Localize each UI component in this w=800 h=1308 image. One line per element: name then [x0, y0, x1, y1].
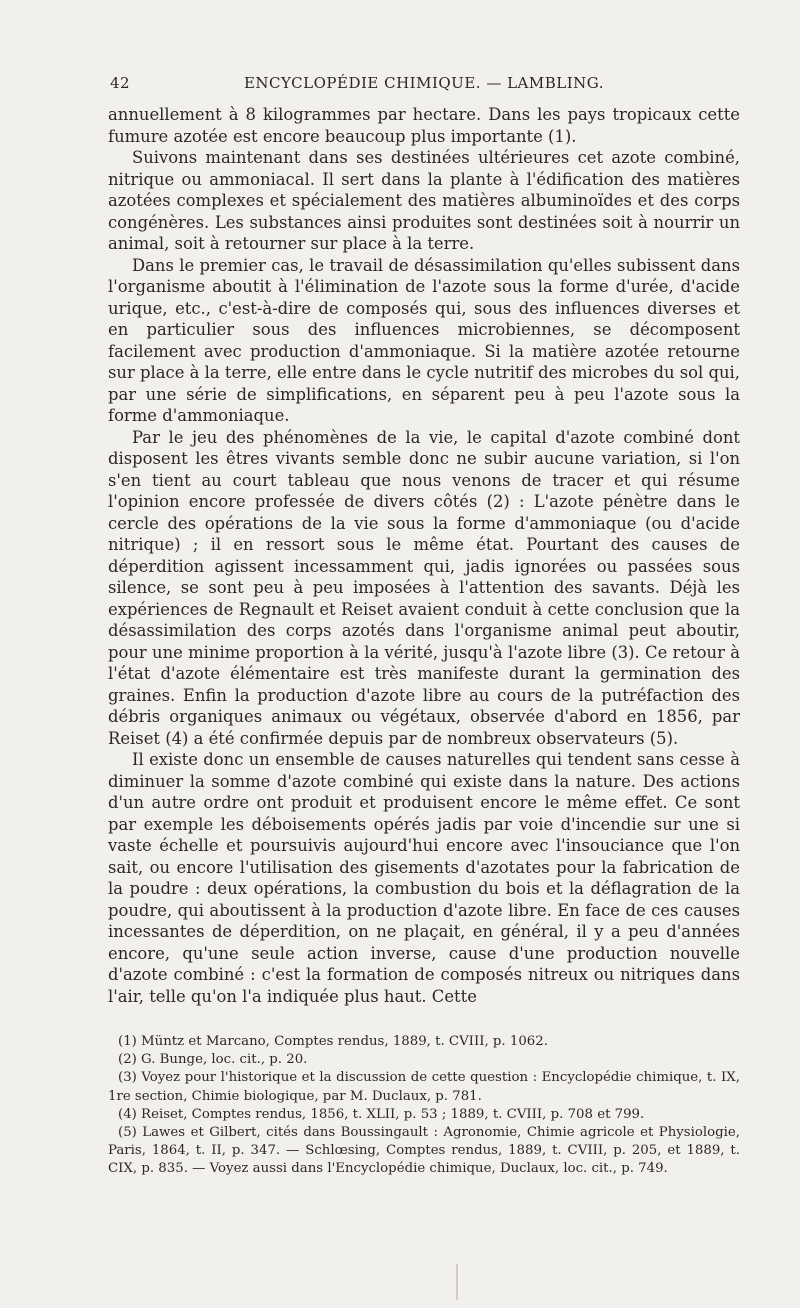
footnote: (3) Voyez pour l'historique et la discussion de cette question : Encyclopédie chimique, t. IX, 1re section, Chimie biologique, par M. Duclaux, p. 781.	[108, 1070, 740, 1104]
footnotes	[108, 1033, 740, 1179]
body-text	[108, 104, 740, 1007]
paragraph: Il existe donc un ensemble de causes naturelles qui tendent sans cesse à diminuer la somme d'azote combiné qui existe dans la nature. Des actions d'un autre ordre ont produit et produisent encore le même effet. Ce sont par exemple les déboisements opérés jadis par voie d'incendie sur une si vaste échelle et poursuivis aujourd'hui encore avec l'insouciance que l'on sait, ou encore l'utilisation des gisements d'azotates pour la fabrication de la poudre : deux opérations, la combustion du bois et la déflagration de la poudre, qui aboutissent à la production d'azote libre. En face de ces causes incessantes de déperdition, on ne plaçait, en général, il y a peu d'années encore, qu'une seule action inverse, cause d'une production nouvelle d'azote combiné : c'est la formation de composés nitreux ou nitriques dans l'air, telle qu'on l'a indiquée plus haut. Cette	[108, 750, 740, 1006]
page-header	[110, 74, 738, 96]
footnote: (2) G. Bunge, loc. cit., p. 20.	[118, 1052, 308, 1068]
scan-mark	[456, 1264, 458, 1300]
paragraph: Suivons maintenant dans ses destinées ultérieures cet azote combiné, nitrique ou ammoniacal. Il sert dans la plante à l'édification des matières azotées complexes et spécialement des matières albuminoïdes et des corps congénères. Les substances ainsi produites sont destinées soit à nourrir un animal, soit à retourner sur place à la terre.	[108, 148, 740, 253]
footnote: (4) Reiset, Comptes rendus, 1856, t. XLII, p. 53 ; 1889, t. CVIII, p. 708 et 799.	[118, 1106, 645, 1122]
page-number: 42	[110, 74, 131, 92]
paragraph: Dans le premier cas, le travail de désassimilation qu'elles subissent dans l'organisme aboutit à l'élimination de l'azote sous la forme d'urée, d'acide urique, etc., c'est-à-dire de composés qui, sous des influences diverses et en particulier sous des influences microbiennes, se décomposent facilement avec production d'ammoniaque. Si la matière azotée retourne sur place à la terre, elle entre dans le cycle nutritif des microbes du sol qui, par une série de simplifications, en séparent peu à peu l'azote sous la forme d'ammoniaque.	[108, 255, 740, 425]
footnote: (5) Lawes et Gilbert, cités dans Boussingault : Agronomie, Chimie agricole et Physiologie, Paris, 1864, t. II, p. 347. — Schlœsing, Comptes rendus, 1889, t. CVIII, p. 205, et 1889, t. CIX, p. 835. — Voyez aussi dans l'Encyclopédie chimique, Duclaux, loc. cit., p. 749.	[108, 1125, 740, 1177]
paragraph: annuellement à 8 kilogrammes par hectare. Dans les pays tropicaux cette fumure azotée est encore beaucoup plus importante (1).	[108, 105, 740, 146]
paragraph: Par le jeu des phénomènes de la vie, le capital d'azote combiné dont disposent les êtres vivants semble donc ne subir aucune variation, si l'on s'en tient au court tableau que nous venons de tracer et qui résume l'opinion encore professée de divers côtés (2) : L'azote pénètre dans le cercle des opérations de la vie sous la forme d'ammoniaque (ou d'acide nitrique) ; il en ressort sous le même état. Pourtant des causes de déperdition agissent incessamment qui, jadis ignorées ou passées sous silence, se sont peu à peu imposées à l'attention des savants. Déjà les expériences de Regnault et Reiset avaient conduit à cette conclusion que la désassimilation des corps azotés dans l'organisme animal peut aboutir, pour une minime proportion à la vérité, jusqu'à l'azote libre (3). Ce retour à l'état d'azote élémentaire est très manifeste durant la germination des graines. Enfin la production d'azote libre au cours de la putréfaction des débris organiques animaux ou végétaux, observée d'abord en 1856, par Reiset (4) a été confirmée depuis par de nombreux observateurs (5).	[108, 427, 740, 748]
footnote: (1) Müntz et Marcano, Comptes rendus, 1889, t. CVIII, p. 1062.	[118, 1034, 548, 1049]
running-head: ENCYCLOPÉDIE CHIMIQUE. — LAMBLING.	[243, 74, 604, 92]
